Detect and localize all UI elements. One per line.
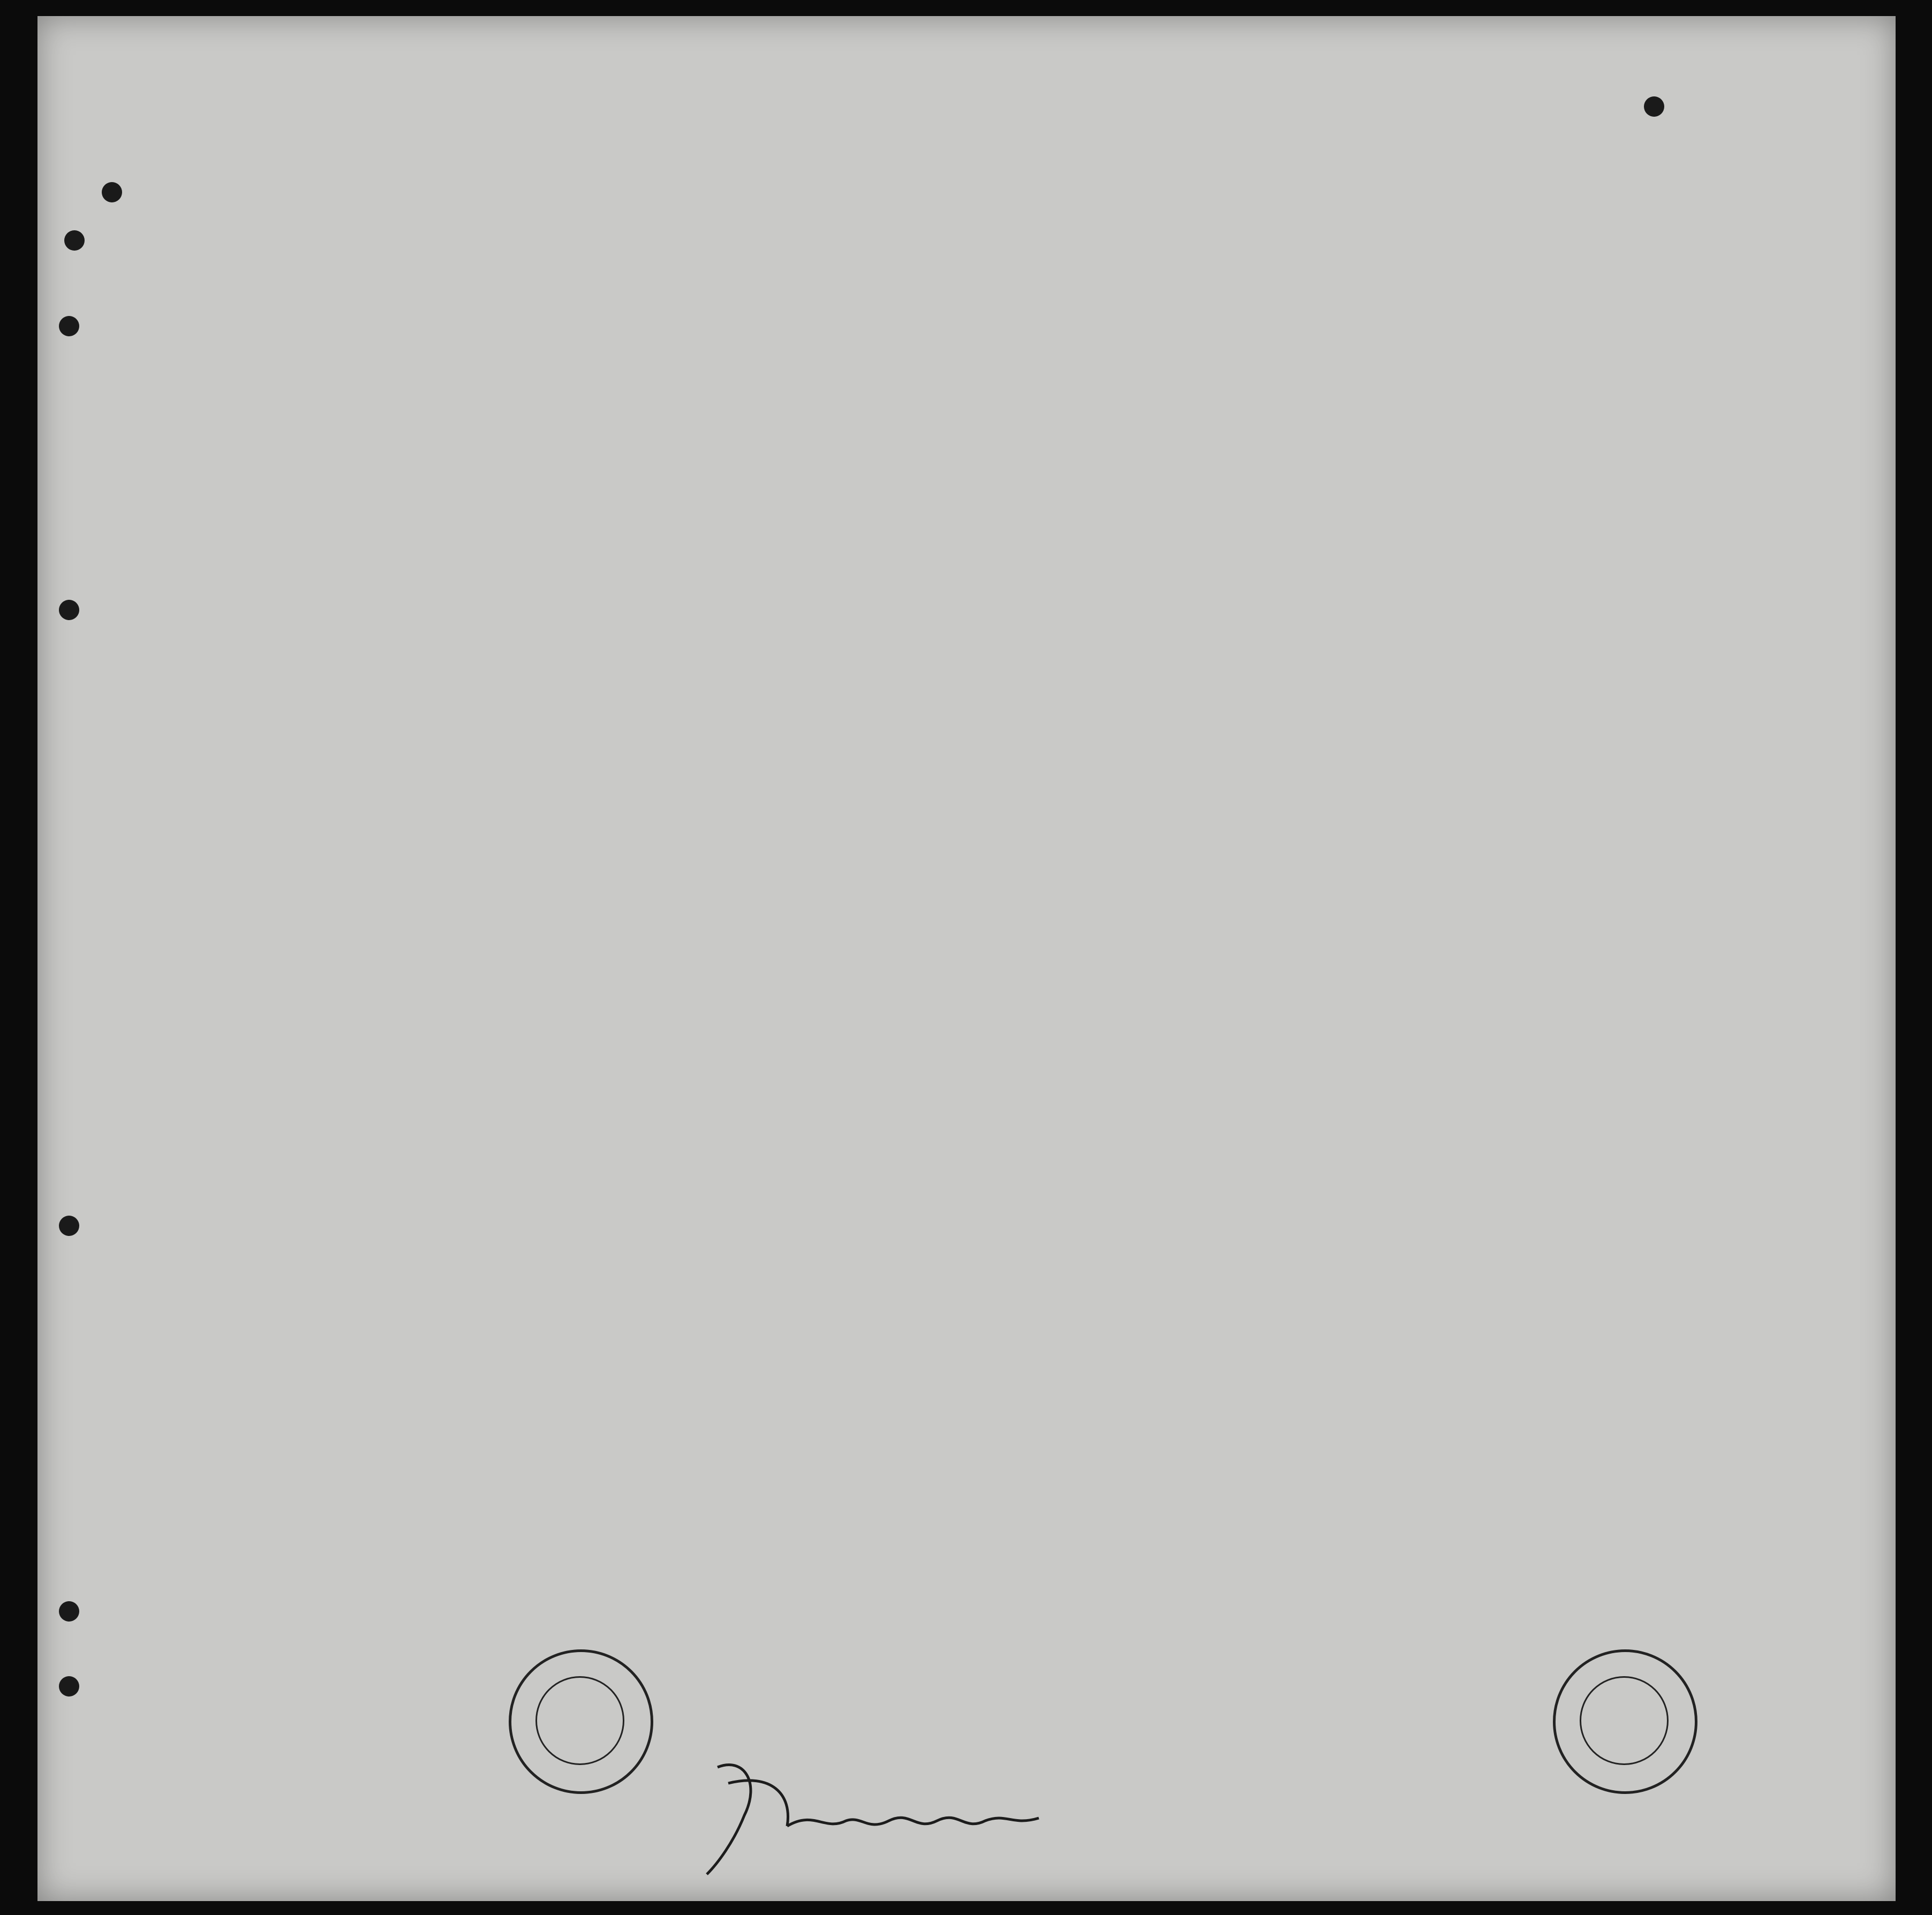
- punch-hole: [59, 600, 79, 620]
- punch-hole: [59, 1676, 79, 1697]
- punch-hole: [102, 182, 122, 202]
- voyage-line: [262, 246, 1762, 278]
- punch-hole: [1644, 96, 1664, 117]
- manifest-sheet: [37, 16, 1896, 1901]
- punch-hole: [59, 316, 79, 336]
- punch-hole: [59, 1216, 79, 1236]
- consulate-seal-left: [509, 1649, 653, 1794]
- punch-hole: [59, 1601, 79, 1622]
- inspector-signature: [696, 1751, 1071, 1890]
- consulate-seal-right: [1553, 1649, 1697, 1794]
- punch-hole: [64, 230, 85, 251]
